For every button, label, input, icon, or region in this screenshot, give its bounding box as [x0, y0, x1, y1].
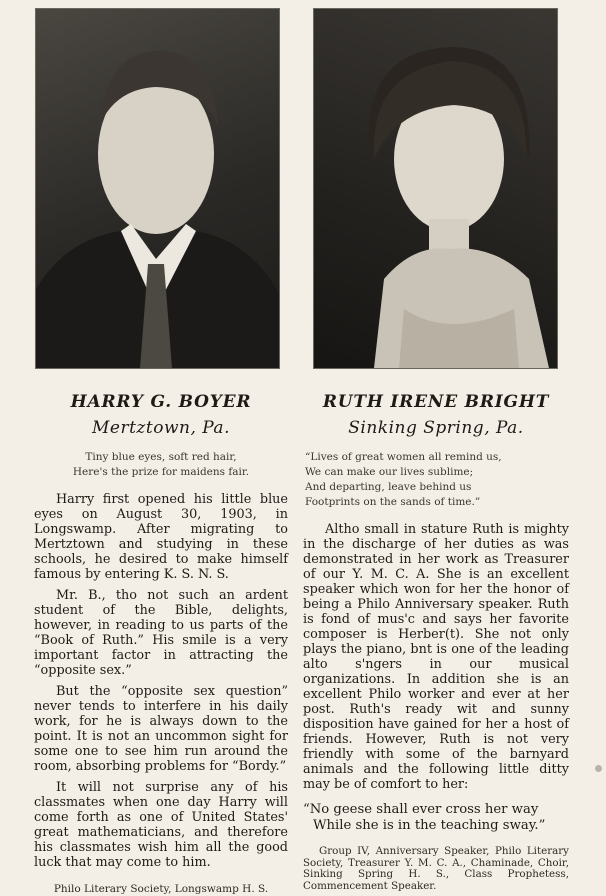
right-verse-line: “Lives of great women all remind us,	[305, 451, 502, 463]
left-verse-line: Here's the prize for maidens fair.	[72, 466, 250, 478]
left-verse-line: Tiny blue eyes, soft red hair,	[85, 451, 237, 463]
left-hometown: Mertztown, Pa.	[92, 418, 230, 438]
right-verse-line: We can make our lives sublime;	[305, 466, 474, 478]
right-activities: Group IV, Anniversary Speaker, Philo Literary Society, Treasurer Y. M. C. A., Chaminade, Choir, Sinking Spring H. S., Class Prophetess, Commencement Speaker.	[303, 845, 569, 892]
right-paragraph: Altho small in stature Ruth is mighty in the discharge of her duties as was demonstrated in her work as Treasurer of our Y. M. C. A. She is an excellent speaker which won for her the honor of being a Philo Anniversary speaker. Ruth is fond of mus'c and says her favorite composer is Herber(t). She not only plays the piano, bnt is one of the leading alto s'ngers in our musical organizations. In addition she is an excellent Philo worker and ever at her post. Ruth's ready wit and sunny disposition have gained for her a host of friends. However, Ruth is not very friendly with some of the barnyard animals and the following little ditty may be of comfort to her:	[303, 522, 569, 792]
right-biography	[303, 390, 569, 892]
right-verse-line: Footprints on the sands of time.”	[305, 496, 481, 508]
left-signature: Philo Literary Society, Longswamp H. S.	[53, 883, 269, 895]
paper-smudge	[595, 765, 602, 772]
left-biography	[34, 390, 288, 896]
left-verse	[34, 450, 288, 480]
right-quote-line: “No geese shall ever cross her way	[303, 802, 539, 817]
left-paragraph: But the “opposite sex question” never tends to interfere in his daily work, for he is always down to the point. It is not an uncommon sight for some one to see him run around the room, absorbing problems for “Bordy.”	[34, 684, 288, 774]
right-hometown: Sinking Spring, Pa.	[348, 418, 524, 438]
left-name: HARRY G. BOYER	[70, 392, 252, 412]
right-quote	[303, 802, 569, 834]
right-name: RUTH IRENE BRIGHT	[322, 392, 550, 412]
left-paragraph: Mr. B., tho not such an ardent student of the Bible, delights, however, in reading to us parts of the “Book of Ruth.” His smile is a very important factor in attracting the “opposite sex.”	[34, 588, 288, 678]
portrait-harry-boyer	[35, 8, 280, 369]
left-paragraph: Harry first opened his little blue eyes on August 30, 1903, in Longswamp. After migrating to Mertztown and studying in these schools, he desired to make himself famous by entering K. S. N. S.	[34, 492, 288, 582]
right-quote-line: While she is in the teaching sway.”	[313, 818, 546, 833]
left-paragraph: It will not surprise any of his classmates when one day Harry will come forth as one of United States' great mathematicians, and therefore his classmates wish him all the good luck that may come to him.	[34, 780, 288, 870]
right-verse	[303, 450, 569, 510]
portrait-ruth-bright	[313, 8, 558, 369]
right-verse-line: And departing, leave behind us	[305, 481, 472, 493]
